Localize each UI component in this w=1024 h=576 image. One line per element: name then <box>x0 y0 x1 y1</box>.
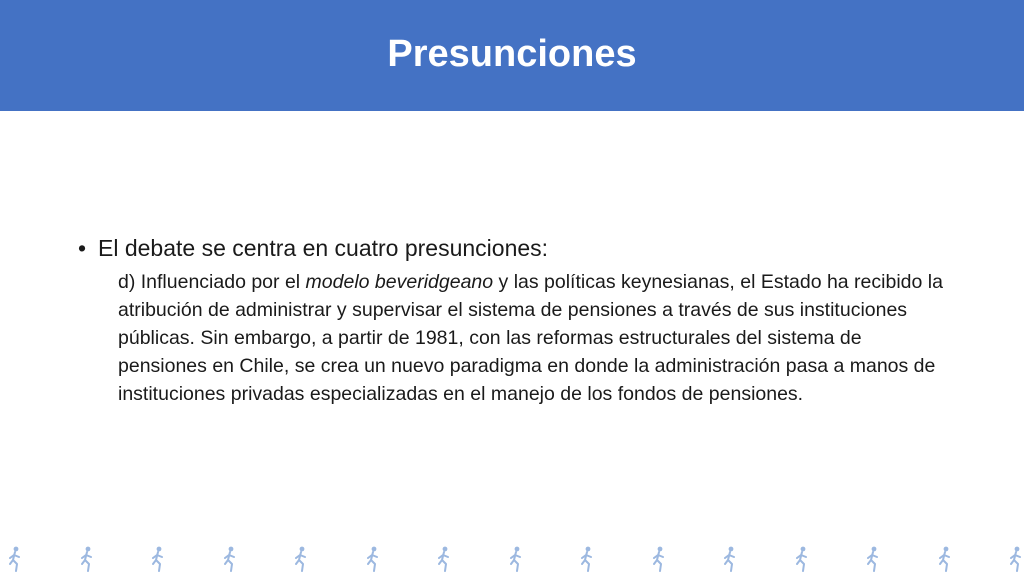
running-figure-icon <box>366 546 380 572</box>
running-figure-icon <box>80 546 94 572</box>
slide-title: Presunciones <box>387 33 637 75</box>
bullet-marker: • <box>78 235 87 261</box>
running-figure-icon <box>223 546 237 572</box>
bullet-text: El debate se centra en cuatro presunciones: <box>98 235 549 261</box>
bullet-item <box>78 232 958 264</box>
running-figure-icon <box>437 546 451 572</box>
sub-paragraph-lead: d) Influenciado por el <box>118 271 306 293</box>
running-figure-icon <box>652 546 666 572</box>
sub-paragraph-rest: y las políticas keynesianas, el Estado ha recibido la atribución de administrar y supervisar el sistema de pensiones a través de sus instituciones públicas. Sin embargo, a partir de 1981, con las reformas estructurales del sistema de pensiones en Chile, se crea un nuevo paradigma en donde la administración pasa a manos de instituciones privadas especializadas en el manejo de los fondos de pensiones. <box>118 271 943 405</box>
sub-paragraph-italic: modelo beveridgeano <box>305 271 494 293</box>
slide-content <box>78 232 958 408</box>
running-figure-icon <box>580 546 594 572</box>
footer-decoration <box>0 544 1024 572</box>
running-figure-icon <box>938 546 952 572</box>
running-figure-icon <box>723 546 737 572</box>
running-figure-icon <box>151 546 165 572</box>
running-figure-icon <box>1009 546 1023 572</box>
running-figure-icon <box>294 546 308 572</box>
running-figure-icon <box>795 546 809 572</box>
running-figure-icon <box>509 546 523 572</box>
sub-paragraph <box>118 268 948 408</box>
running-figure-icon <box>8 546 22 572</box>
title-bar <box>0 0 1024 111</box>
running-figure-icon <box>866 546 880 572</box>
